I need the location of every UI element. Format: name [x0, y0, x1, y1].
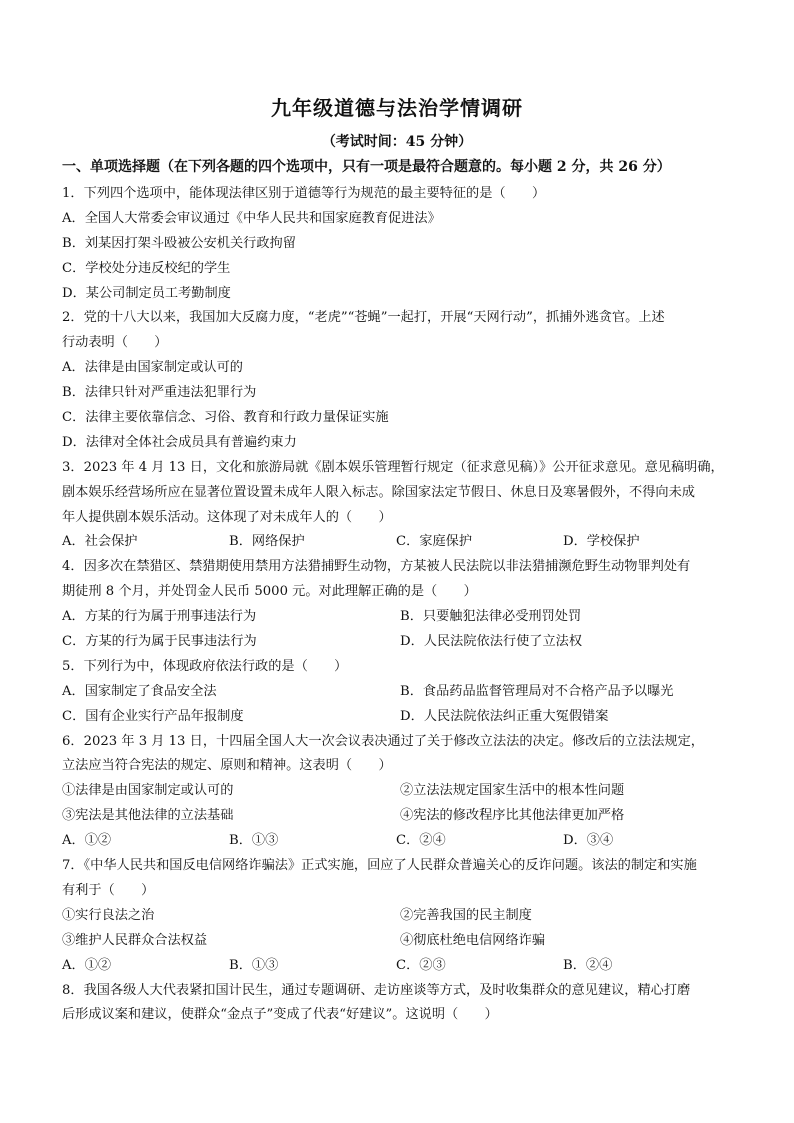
option-a: A．社会保护 — [62, 534, 138, 550]
option-a: A．①② — [62, 833, 112, 849]
option-row — [62, 605, 738, 630]
statement-1: ①法律是由国家制定或认可的 — [62, 783, 234, 799]
question-3 — [62, 456, 738, 556]
option-a: A．方某的行为属于刑事违法行为 — [62, 609, 257, 625]
question-list — [62, 182, 738, 1028]
option-d: D．学校保护 — [563, 534, 640, 550]
statement-2: ②完善我国的民主制度 — [400, 907, 532, 923]
statement-row — [62, 804, 738, 829]
option-c: C．学校处分违反校纪的学生 — [62, 260, 231, 276]
question-stem: 4．因多次在禁猎区、禁猎期使用禁用方法猎捕野生动物，方某被人民法院以非法猎捕濒危野生动物罪判处有 — [62, 559, 691, 575]
question-4 — [62, 555, 738, 655]
statement-3: ③宪法是其他法律的立法基础 — [62, 808, 234, 824]
statement-3: ③维护人民群众合法权益 — [62, 932, 208, 948]
option-row — [62, 630, 738, 655]
question-2 — [62, 306, 738, 455]
question-stem: 6．2023 年 3 月 13 日，十四届全国人大一次会议表决通过了关于修改立法法的决定。修改后的立法法规定， — [62, 733, 704, 749]
option-b: B．法律只针对严重违法犯罪行为 — [62, 385, 257, 401]
question-stem: 5．下列行为中，体现政府依法行政的是（ ） — [62, 658, 348, 674]
option-c: C．家庭保护 — [396, 534, 473, 550]
option-d: D．法律对全体社会成员具有普遍约束力 — [62, 434, 297, 450]
option-a: A．国家制定了食品安全法 — [62, 683, 217, 699]
option-d: D．人民法院依法行使了立法权 — [400, 634, 583, 650]
question-stem: 1．下列四个选项中，能体现法律区别于道德等行为规范的最主要特征的是（ ） — [62, 186, 546, 201]
statement-4: ④彻底杜绝电信网络诈骗 — [400, 932, 546, 948]
question-stem: 后形成议案和建议，使群众“金点子”变成了代表“好建议”。这说明（ ） — [62, 1007, 498, 1023]
option-a: A．法律是由国家制定或认可的 — [62, 360, 243, 376]
exam-title: 九年级道德与法治学情调研 — [271, 96, 523, 120]
option-d: B．②④ — [563, 957, 613, 973]
statement-row — [62, 779, 738, 804]
option-c: C．方某的行为属于民事违法行为 — [62, 634, 257, 650]
option-b: B．①③ — [229, 833, 279, 849]
option-d: D．人民法院依法纠正重大冤假错案 — [400, 708, 609, 724]
option-b: B．网络保护 — [229, 534, 305, 550]
question-stem: 剧本娱乐经营场所应在显著位置设置未成年人限入标志。除国家法定节假日、休息日及寒暑假外，不得向未成 — [62, 484, 695, 500]
question-6 — [62, 730, 738, 854]
question-7 — [62, 854, 738, 978]
option-b: B．刘某因打架斗殴被公安机关行政拘留 — [62, 235, 296, 251]
question-stem: 有利于（ ） — [62, 882, 155, 898]
option-row — [62, 705, 738, 730]
section-heading: 一、单项选择题（在下列各题的四个选项中，只有一项是最符合题意的。每小题 2 分，共 26 分） — [62, 159, 671, 175]
question-stem: 行动表明（ ） — [62, 335, 168, 351]
statement-1: ①实行良法之治 — [62, 907, 155, 923]
option-row — [62, 829, 738, 854]
option-a: A．全国人大常委会审议通过《中华人民共和国家庭教育促进法》 — [62, 210, 441, 226]
option-b: B．①③ — [229, 957, 279, 973]
question-stem: 立法应当符合宪法的规定、原则和精神。这表明（ ） — [62, 758, 392, 774]
option-row — [62, 530, 738, 555]
exam-time: （考试时间：45 分钟） — [321, 134, 473, 150]
question-stem: 2．党的十八大以来，我国加大反腐力度，“老虎”“苍蝇”一起打，开展“天网行动”，抓捕外逃贪官。上述 — [62, 310, 665, 326]
statement-4: ④宪法的修改程序比其他法律更加严格 — [400, 808, 625, 824]
statement-row — [62, 929, 738, 954]
question-stem: 年人提供剧本娱乐活动。这体现了对未成年人的（ ） — [62, 509, 392, 525]
question-stem: 期徒刑 8 个月，并处罚金人民币 5000 元。对此理解正确的是（ ） — [62, 584, 477, 600]
option-c: C．法律主要依靠信念、习俗、教育和行政力量保证实施 — [62, 410, 389, 426]
question-stem: 8．我国各级人大代表紧扣国计民生，通过专题调研、走访座谈等方式，及时收集群众的意见建议，精心打磨 — [62, 982, 691, 998]
option-c: C．②③ — [396, 957, 446, 973]
option-a: A．①② — [62, 957, 112, 973]
statement-2: ②立法法规定国家生活中的根本性问题 — [400, 783, 625, 799]
statement-row — [62, 904, 738, 929]
question-stem: 7．《中华人民共和国反电信网络诈骗法》正式实施，回应了人民群众普遍关心的反诈问题。该法的制定和实施 — [62, 858, 697, 874]
option-b: B．食品药品监督管理局对不合格产品予以曝光 — [400, 683, 674, 699]
option-c: C．②④ — [396, 833, 446, 849]
question-5 — [62, 655, 738, 730]
option-row — [62, 680, 738, 705]
question-8 — [62, 979, 738, 1029]
option-row — [62, 954, 738, 979]
question-stem: 3．2023 年 4 月 13 日，文化和旅游局就《剧本娱乐管理暂行规定（征求意见稿）》公开征求意见。意见稿明确， — [62, 459, 724, 475]
question-1 — [62, 182, 738, 306]
option-c: C．国有企业实行产品年报制度 — [62, 708, 244, 724]
option-d: D．③④ — [563, 833, 614, 849]
option-d: D．某公司制定员工考勤制度 — [62, 285, 231, 301]
option-b: B．只要触犯法律必受刑罚处罚 — [400, 609, 582, 625]
